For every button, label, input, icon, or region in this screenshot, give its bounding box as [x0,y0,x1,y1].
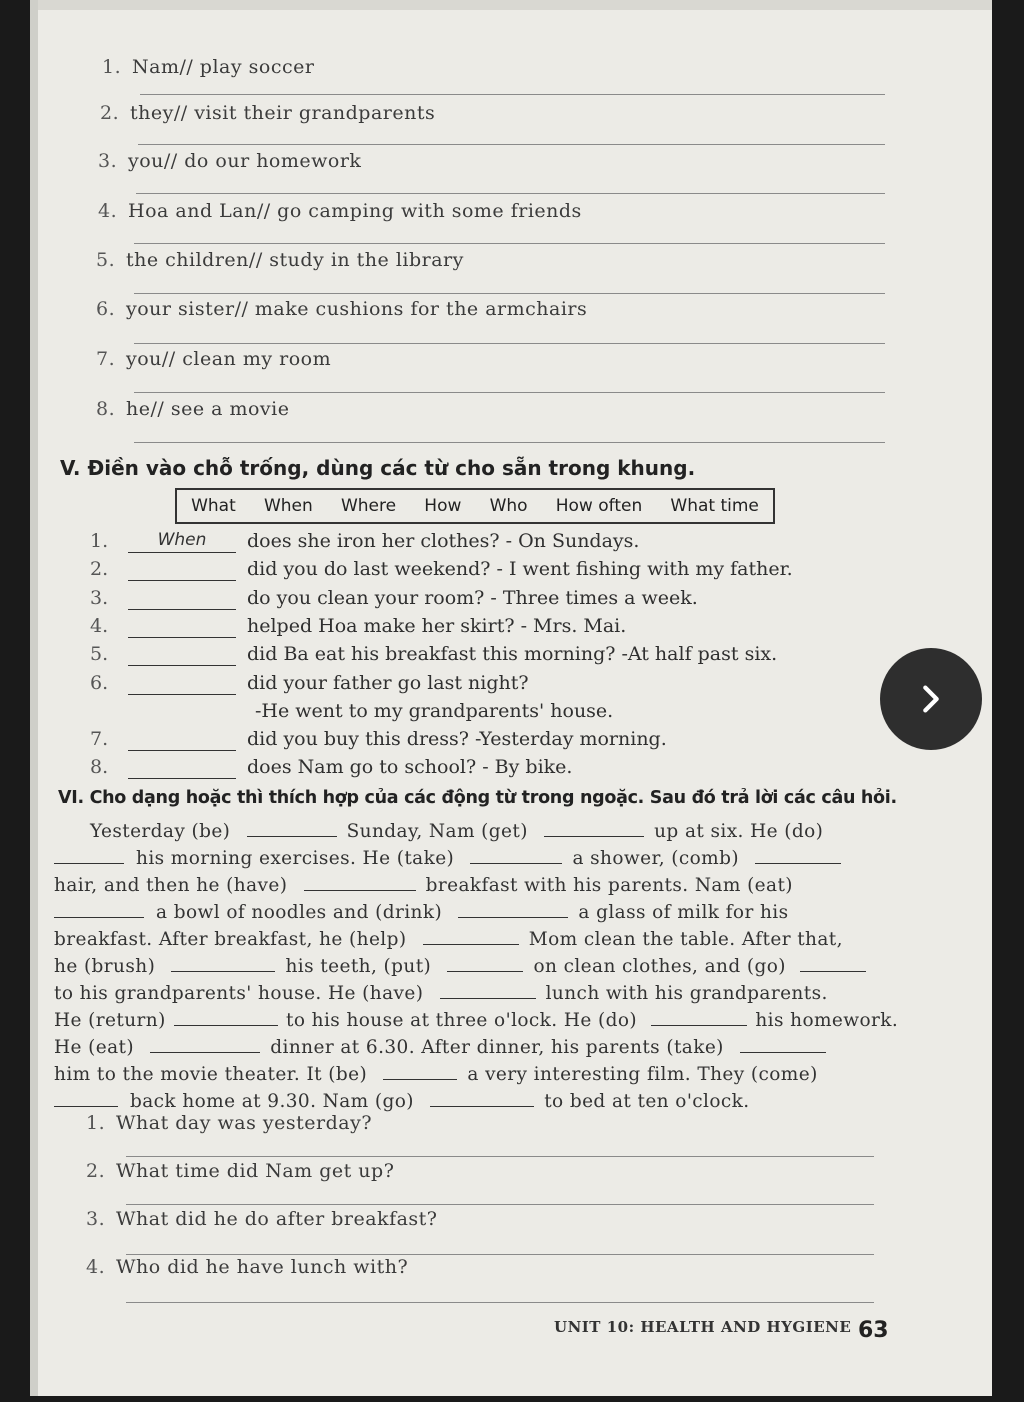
verb-blank [150,1034,260,1053]
word: How [424,496,462,516]
verb-blank [171,953,275,972]
paragraph-line [54,899,894,923]
verb-blank [458,899,568,918]
text-fragment: up at six. He (do) [654,821,824,842]
answer-line [126,1254,874,1255]
item-number: 1. [90,530,109,552]
text-fragment: He (eat) [54,1037,135,1058]
text-fragment: on clean clothes, and (go) [533,956,786,977]
item-number: 5. [90,643,109,665]
text-fragment: his homework. [755,1010,899,1031]
verb-blank [423,926,519,945]
text-fragment: a very interesting film. They (come) [467,1064,818,1085]
fill-item [90,530,890,556]
text-fragment: Sunday, Nam (get) [346,821,528,842]
answer-line [138,144,885,145]
item-text: helped Hoa make her skirt? - Mrs. Mai. [247,615,627,637]
answer-line [126,1156,874,1157]
verb-blank [54,899,144,918]
paragraph-line [54,953,894,977]
paragraph-line [54,926,894,950]
verb-blank [247,818,337,837]
text-fragment: breakfast. After breakfast, he (help) [54,929,407,950]
text-fragment: back home at 9.30. Nam (go) [130,1091,414,1112]
answer-blank [128,756,236,779]
fill-item-continuation [90,700,890,726]
text-fragment: him to the movie theater. It (be) [54,1064,368,1085]
question-item: 2. What time did Nam get up? [86,1160,395,1182]
verb-blank [430,1088,534,1107]
word: Where [340,496,397,516]
answer-line [126,1204,874,1205]
answer-blank [128,558,236,581]
page-number: 63 [858,1318,889,1343]
item-text: does she iron her clothes? - On Sundays. [247,530,640,552]
verb-blank [440,980,536,999]
sentence-item: 5. the children// study in the library [96,249,464,271]
paragraph-line [54,980,894,1004]
answer-blank [128,615,236,638]
answer-blank [128,643,236,666]
fill-item [90,756,890,782]
item-text: -He went to my grandparents' house. [255,700,614,722]
text-fragment: a bowl of noodles and (drink) [156,902,443,923]
fill-item [90,615,890,641]
verb-blank [470,845,562,864]
answer-blank [128,728,236,751]
answer-blank: When [128,530,236,553]
text-fragment: a shower, (comb) [572,848,739,869]
answer-line [134,343,885,344]
textbook-page [30,0,992,1396]
item-text: did you do last weekend? - I went fishing with my father. [247,558,793,580]
paragraph-line [54,845,894,869]
answer-line [134,392,885,393]
item-number: 7. [90,728,109,750]
sentence-item: 1. Nam// play soccer [102,56,315,78]
verb-blank [447,953,523,972]
verb-blank [54,1088,118,1107]
sentence-item: 2. they// visit their grandparents [100,102,436,124]
verb-blank [651,1007,747,1026]
word: What [191,496,236,516]
text-fragment: to his house at three o'lock. He (do) [285,1010,638,1031]
text-fragment: breakfast with his parents. Nam (eat) [425,875,793,896]
question-item: 4. Who did he have lunch with? [86,1256,409,1278]
answer-blank [128,672,236,695]
sentence-item: 7. you// clean my room [96,348,332,370]
word: Who [489,496,528,516]
fill-item [90,587,890,613]
text-fragment: his teeth, (put) [285,956,432,977]
verb-blank [304,872,416,891]
item-text: did Ba eat his breakfast this morning? -At half past six. [247,643,778,665]
sentence-item: 6. your sister// make cushions for the armchairs [96,298,588,320]
page-edge [30,0,38,1396]
text-fragment: he (brush) [54,956,156,977]
answer-line [134,293,885,294]
paragraph-line [54,1007,899,1031]
text-fragment: to bed at ten o'clock. [544,1091,750,1112]
text-fragment: Mom clean the table. After that, [528,929,843,950]
verb-blank [544,818,644,837]
verb-blank [800,953,866,972]
paragraph-line [54,872,894,896]
paragraph-line [54,818,894,842]
answer-line [134,243,885,244]
text-fragment: lunch with his grandparents. [545,983,828,1004]
text-fragment: to his grandparents' house. He (have) [54,983,424,1004]
item-number: 4. [90,615,109,637]
item-text: did you buy this dress? -Yesterday morning. [247,728,667,750]
verb-blank [174,1007,278,1026]
verb-blank [383,1061,457,1080]
verb-blank [54,845,124,864]
item-number: 8. [90,756,109,778]
answer-blank [128,587,236,610]
answer-line [136,193,885,194]
answer-line [140,94,885,95]
item-text: does Nam go to school? - By bike. [247,756,573,778]
sentence-item: 8. he// see a movie [96,398,290,420]
fill-item [90,643,890,669]
text-fragment: He (return) [54,1010,166,1031]
answer-line [126,1302,874,1303]
verb-blank [740,1034,826,1053]
sentence-item: 3. you// do our homework [98,150,362,172]
item-text: do you clean your room? - Three times a week. [247,587,698,609]
verb-blank [755,845,841,864]
item-number: 2. [90,558,109,580]
word: When [263,496,313,516]
fill-item [90,728,890,754]
question-item: 1. What day was yesterday? [86,1112,373,1134]
sentence-item: 4. Hoa and Lan// go camping with some friends [98,200,582,222]
fill-item [90,558,890,584]
item-number: 6. [90,672,109,694]
text-fragment: dinner at 6.30. After dinner, his parents (take) [270,1037,724,1058]
word: How often [555,496,643,516]
paragraph-line [54,1061,894,1085]
text-fragment: hair, and then he (have) [54,875,288,896]
chevron-right-icon [914,682,948,716]
text-fragment: a glass of milk for his [578,902,789,923]
word-box [175,488,775,524]
question-item: 3. What did he do after breakfast? [86,1208,438,1230]
next-page-button[interactable] [880,648,982,750]
text-fragment: Yesterday (be) [90,821,231,842]
answer-line [134,442,885,443]
paragraph-line [54,1034,894,1058]
item-text: did your father go last night? [247,672,529,694]
fill-item [90,672,890,698]
section-v-heading: V. Điền vào chỗ trống, dùng các từ cho sẵn trong khung. [60,456,696,480]
paragraph-line [54,1088,894,1112]
unit-footer: UNIT 10: HEALTH AND HYGIENE [554,1318,852,1336]
text-fragment: his morning exercises. He (take) [136,848,455,869]
word: What time [670,496,759,516]
section-vi-heading: VI. Cho dạng hoặc thì thích hợp của các động từ trong ngoặc. Sau đó trả lời các câu hỏi. [58,788,897,808]
item-number: 3. [90,587,109,609]
